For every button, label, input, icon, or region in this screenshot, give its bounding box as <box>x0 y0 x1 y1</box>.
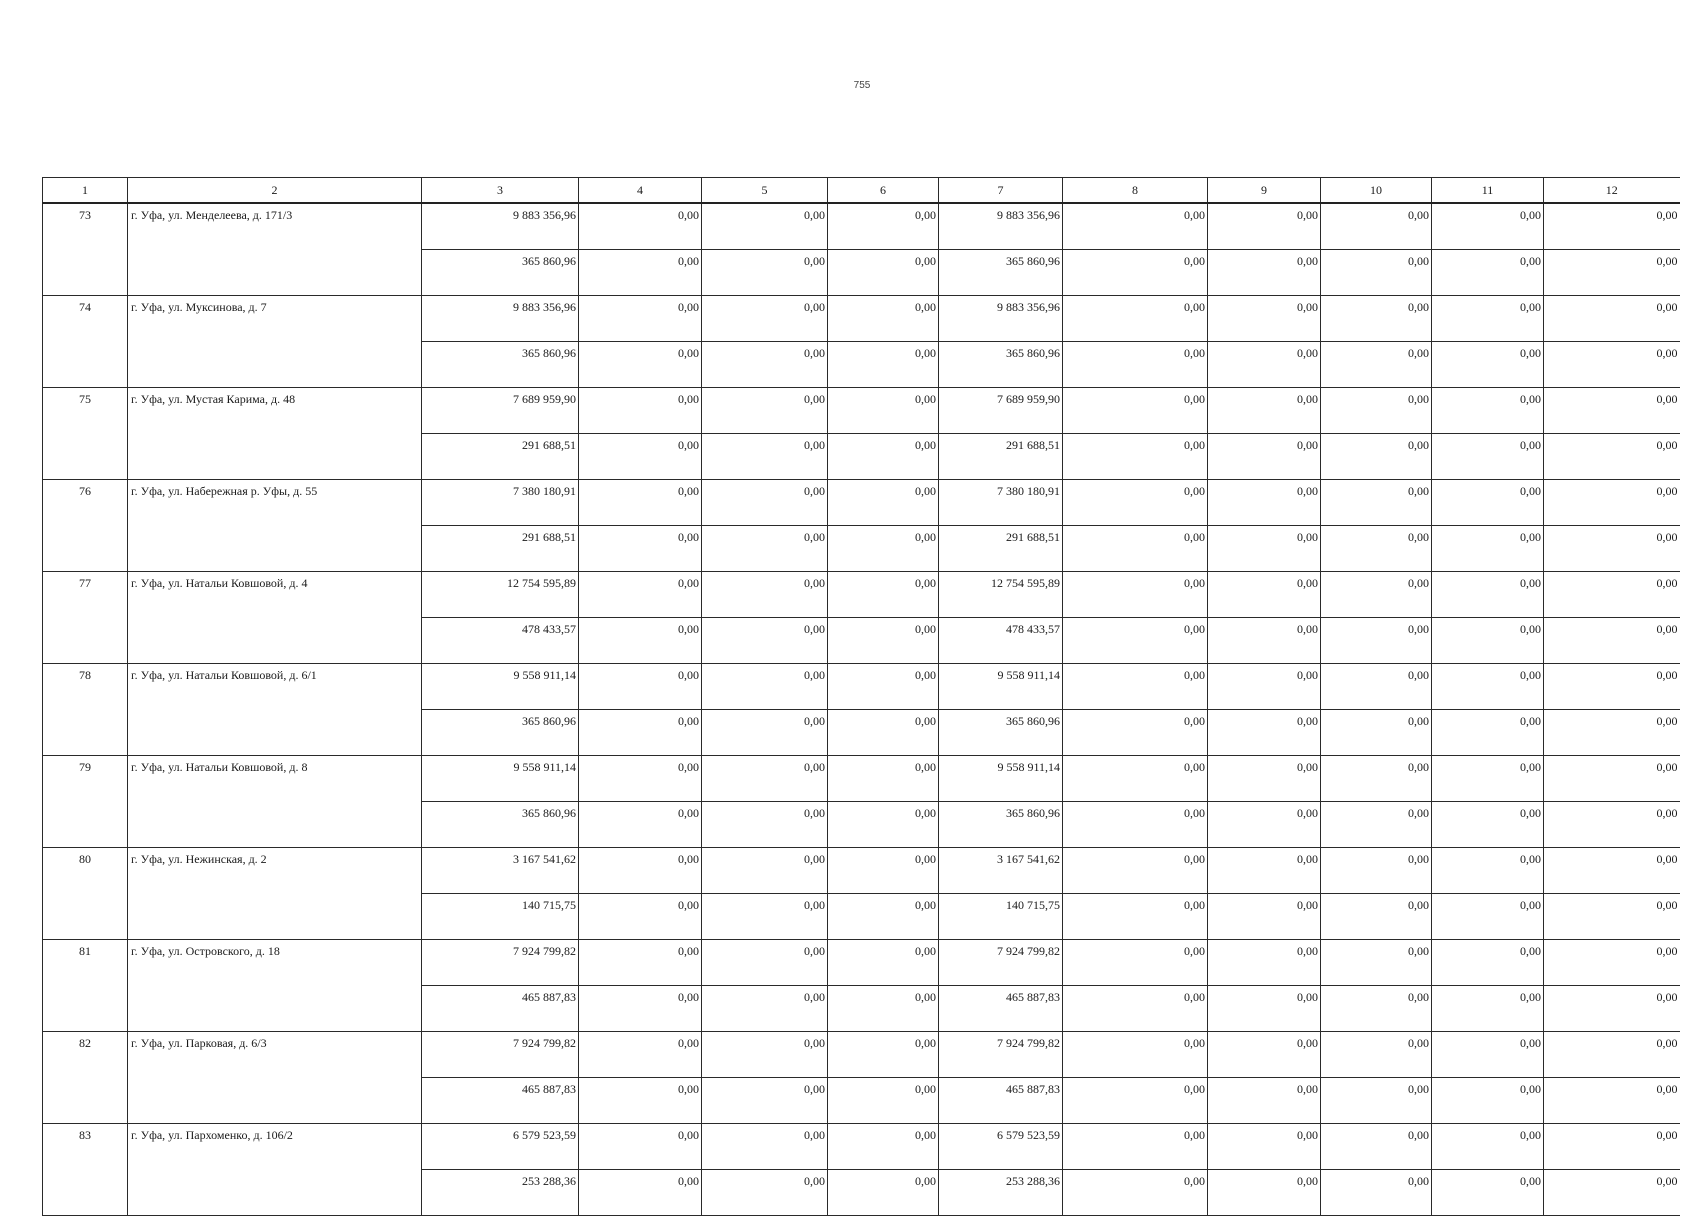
value-cell: 0,00 <box>1432 388 1544 434</box>
value-cell: 0,00 <box>1544 526 1680 572</box>
value-cell: 253 288,36 <box>422 1170 579 1216</box>
value-cell: 0,00 <box>1208 526 1321 572</box>
value-cell: 12 754 595,89 <box>422 572 579 618</box>
value-cell: 365 860,96 <box>422 710 579 756</box>
value-cell: 9 558 911,14 <box>422 756 579 802</box>
value-cell: 0,00 <box>1544 848 1680 894</box>
value-cell: 0,00 <box>579 1170 702 1216</box>
value-cell: 0,00 <box>1208 296 1321 342</box>
value-cell: 7 689 959,90 <box>939 388 1063 434</box>
value-cell: 0,00 <box>1063 756 1208 802</box>
value-cell: 0,00 <box>1544 940 1680 986</box>
value-cell: 0,00 <box>702 618 828 664</box>
value-cell: 0,00 <box>1544 664 1680 710</box>
value-cell: 0,00 <box>1432 203 1544 250</box>
value-cell: 0,00 <box>1432 710 1544 756</box>
value-cell: 465 887,83 <box>939 986 1063 1032</box>
value-cell: 0,00 <box>702 342 828 388</box>
value-cell: 0,00 <box>579 1032 702 1078</box>
value-cell: 0,00 <box>579 250 702 296</box>
value-cell: 0,00 <box>1063 894 1208 940</box>
row-number: 73 <box>43 203 128 296</box>
table-row <box>43 296 1680 342</box>
value-cell: 0,00 <box>1208 1170 1321 1216</box>
column-header: 12 <box>1544 178 1680 204</box>
value-cell: 0,00 <box>702 940 828 986</box>
value-cell: 291 688,51 <box>422 526 579 572</box>
value-cell: 0,00 <box>1432 848 1544 894</box>
address-cell: г. Уфа, ул. Натальи Ковшовой, д. 4 <box>128 572 422 664</box>
value-cell: 0,00 <box>828 1078 939 1124</box>
value-cell: 0,00 <box>1432 1032 1544 1078</box>
value-cell: 0,00 <box>702 1078 828 1124</box>
value-cell: 365 860,96 <box>939 342 1063 388</box>
value-cell: 0,00 <box>1321 848 1432 894</box>
value-cell: 0,00 <box>1321 342 1432 388</box>
value-cell: 0,00 <box>1208 388 1321 434</box>
value-cell: 0,00 <box>828 388 939 434</box>
value-cell: 0,00 <box>1432 986 1544 1032</box>
value-cell: 0,00 <box>1432 250 1544 296</box>
value-cell: 0,00 <box>1208 480 1321 526</box>
value-cell: 0,00 <box>702 710 828 756</box>
value-cell: 0,00 <box>1063 802 1208 848</box>
value-cell: 0,00 <box>702 388 828 434</box>
value-cell: 0,00 <box>1321 480 1432 526</box>
value-cell: 0,00 <box>579 894 702 940</box>
value-cell: 0,00 <box>1208 848 1321 894</box>
value-cell: 0,00 <box>828 434 939 480</box>
value-cell: 0,00 <box>702 848 828 894</box>
value-cell: 0,00 <box>579 848 702 894</box>
value-cell: 0,00 <box>1063 1078 1208 1124</box>
value-cell: 0,00 <box>579 986 702 1032</box>
value-cell: 0,00 <box>1432 664 1544 710</box>
value-cell: 0,00 <box>1321 1124 1432 1170</box>
value-cell: 0,00 <box>1208 434 1321 480</box>
value-cell: 0,00 <box>1544 250 1680 296</box>
value-cell: 0,00 <box>1063 203 1208 250</box>
value-cell: 0,00 <box>1432 756 1544 802</box>
column-header: 11 <box>1432 178 1544 204</box>
value-cell: 0,00 <box>1432 480 1544 526</box>
value-cell: 0,00 <box>1063 848 1208 894</box>
table-row <box>43 756 1680 802</box>
value-cell: 0,00 <box>1063 710 1208 756</box>
value-cell: 0,00 <box>828 572 939 618</box>
row-number: 82 <box>43 1032 128 1124</box>
value-cell: 0,00 <box>828 480 939 526</box>
value-cell: 0,00 <box>579 802 702 848</box>
value-cell: 9 883 356,96 <box>422 203 579 250</box>
value-cell: 0,00 <box>579 940 702 986</box>
value-cell: 7 924 799,82 <box>939 1032 1063 1078</box>
value-cell: 0,00 <box>1432 618 1544 664</box>
row-number: 76 <box>43 480 128 572</box>
value-cell: 0,00 <box>1544 710 1680 756</box>
column-header: 8 <box>1063 178 1208 204</box>
value-cell: 0,00 <box>1321 618 1432 664</box>
value-cell: 365 860,96 <box>422 802 579 848</box>
value-cell: 365 860,96 <box>422 250 579 296</box>
value-cell: 0,00 <box>1063 618 1208 664</box>
data-table <box>42 177 1680 1216</box>
value-cell: 6 579 523,59 <box>939 1124 1063 1170</box>
value-cell: 465 887,83 <box>939 1078 1063 1124</box>
value-cell: 0,00 <box>1544 756 1680 802</box>
value-cell: 0,00 <box>1208 756 1321 802</box>
value-cell: 140 715,75 <box>422 894 579 940</box>
row-number: 75 <box>43 388 128 480</box>
row-number: 83 <box>43 1124 128 1216</box>
table-row <box>43 664 1680 710</box>
value-cell: 0,00 <box>828 802 939 848</box>
value-cell: 0,00 <box>1544 480 1680 526</box>
value-cell: 0,00 <box>828 756 939 802</box>
row-number: 80 <box>43 848 128 940</box>
value-cell: 0,00 <box>1321 756 1432 802</box>
value-cell: 0,00 <box>1544 1078 1680 1124</box>
value-cell: 0,00 <box>1063 1124 1208 1170</box>
table-row <box>43 1032 1680 1078</box>
value-cell: 0,00 <box>1432 894 1544 940</box>
value-cell: 0,00 <box>1208 618 1321 664</box>
row-number: 78 <box>43 664 128 756</box>
table-row <box>43 940 1680 986</box>
column-header: 3 <box>422 178 579 204</box>
value-cell: 0,00 <box>1063 940 1208 986</box>
value-cell: 0,00 <box>1208 710 1321 756</box>
value-cell: 253 288,36 <box>939 1170 1063 1216</box>
value-cell: 0,00 <box>1321 1170 1432 1216</box>
value-cell: 0,00 <box>579 203 702 250</box>
value-cell: 0,00 <box>1208 1078 1321 1124</box>
value-cell: 465 887,83 <box>422 1078 579 1124</box>
value-cell: 0,00 <box>702 894 828 940</box>
value-cell: 0,00 <box>1208 203 1321 250</box>
value-cell: 9 558 911,14 <box>939 756 1063 802</box>
value-cell: 0,00 <box>1432 1124 1544 1170</box>
value-cell: 0,00 <box>1321 250 1432 296</box>
value-cell: 3 167 541,62 <box>939 848 1063 894</box>
value-cell: 3 167 541,62 <box>422 848 579 894</box>
column-header: 5 <box>702 178 828 204</box>
value-cell: 0,00 <box>579 388 702 434</box>
value-cell: 0,00 <box>1321 572 1432 618</box>
value-cell: 478 433,57 <box>939 618 1063 664</box>
value-cell: 0,00 <box>1544 434 1680 480</box>
value-cell: 0,00 <box>702 250 828 296</box>
value-cell: 0,00 <box>828 1124 939 1170</box>
value-cell: 9 558 911,14 <box>939 664 1063 710</box>
value-cell: 9 883 356,96 <box>939 203 1063 250</box>
value-cell: 0,00 <box>1063 250 1208 296</box>
value-cell: 0,00 <box>1208 664 1321 710</box>
value-cell: 0,00 <box>1063 986 1208 1032</box>
address-cell: г. Уфа, ул. Парковая, д. 6/3 <box>128 1032 422 1124</box>
value-cell: 0,00 <box>828 848 939 894</box>
value-cell: 0,00 <box>702 1124 828 1170</box>
value-cell: 0,00 <box>828 986 939 1032</box>
address-cell: г. Уфа, ул. Островского, д. 18 <box>128 940 422 1032</box>
value-cell: 0,00 <box>1544 1032 1680 1078</box>
value-cell: 0,00 <box>1321 526 1432 572</box>
value-cell: 0,00 <box>828 710 939 756</box>
value-cell: 0,00 <box>828 203 939 250</box>
column-header: 6 <box>828 178 939 204</box>
value-cell: 0,00 <box>1063 526 1208 572</box>
value-cell: 0,00 <box>702 1032 828 1078</box>
value-cell: 140 715,75 <box>939 894 1063 940</box>
value-cell: 0,00 <box>1208 940 1321 986</box>
value-cell: 0,00 <box>1432 1170 1544 1216</box>
column-header: 10 <box>1321 178 1432 204</box>
value-cell: 291 688,51 <box>422 434 579 480</box>
value-cell: 0,00 <box>1544 572 1680 618</box>
address-cell: г. Уфа, ул. Мустая Карима, д. 48 <box>128 388 422 480</box>
value-cell: 0,00 <box>1544 1170 1680 1216</box>
value-cell: 0,00 <box>1432 802 1544 848</box>
value-cell: 0,00 <box>702 203 828 250</box>
column-header: 4 <box>579 178 702 204</box>
value-cell: 0,00 <box>1544 802 1680 848</box>
address-cell: г. Уфа, ул. Пархоменко, д. 106/2 <box>128 1124 422 1216</box>
value-cell: 365 860,96 <box>939 710 1063 756</box>
value-cell: 0,00 <box>1544 618 1680 664</box>
value-cell: 0,00 <box>1432 434 1544 480</box>
value-cell: 0,00 <box>828 526 939 572</box>
value-cell: 9 883 356,96 <box>939 296 1063 342</box>
value-cell: 0,00 <box>702 756 828 802</box>
column-header: 9 <box>1208 178 1321 204</box>
value-cell: 0,00 <box>1544 1124 1680 1170</box>
value-cell: 0,00 <box>1321 1032 1432 1078</box>
row-number: 74 <box>43 296 128 388</box>
column-header: 2 <box>128 178 422 204</box>
address-cell: г. Уфа, ул. Муксинова, д. 7 <box>128 296 422 388</box>
value-cell: 0,00 <box>1432 572 1544 618</box>
table-header-row <box>43 178 1680 204</box>
address-cell: г. Уфа, ул. Набережная р. Уфы, д. 55 <box>128 480 422 572</box>
value-cell: 0,00 <box>1063 434 1208 480</box>
address-cell: г. Уфа, ул. Натальи Ковшовой, д. 6/1 <box>128 664 422 756</box>
value-cell: 0,00 <box>579 618 702 664</box>
value-cell: 0,00 <box>828 940 939 986</box>
value-cell: 0,00 <box>1208 1032 1321 1078</box>
value-cell: 0,00 <box>579 480 702 526</box>
value-cell: 0,00 <box>1321 388 1432 434</box>
value-cell: 9 558 911,14 <box>422 664 579 710</box>
value-cell: 0,00 <box>1063 572 1208 618</box>
value-cell: 7 924 799,82 <box>422 1032 579 1078</box>
value-cell: 0,00 <box>1321 986 1432 1032</box>
value-cell: 0,00 <box>1063 296 1208 342</box>
value-cell: 7 380 180,91 <box>939 480 1063 526</box>
value-cell: 0,00 <box>579 1078 702 1124</box>
value-cell: 0,00 <box>1208 986 1321 1032</box>
value-cell: 0,00 <box>1208 1124 1321 1170</box>
value-cell: 0,00 <box>1544 986 1680 1032</box>
value-cell: 0,00 <box>1321 664 1432 710</box>
value-cell: 7 924 799,82 <box>939 940 1063 986</box>
value-cell: 0,00 <box>1321 802 1432 848</box>
table-row <box>43 848 1680 894</box>
value-cell: 0,00 <box>579 1124 702 1170</box>
value-cell: 0,00 <box>828 894 939 940</box>
value-cell: 291 688,51 <box>939 526 1063 572</box>
value-cell: 0,00 <box>1544 296 1680 342</box>
value-cell: 0,00 <box>1321 1078 1432 1124</box>
table-row <box>43 388 1680 434</box>
value-cell: 7 380 180,91 <box>422 480 579 526</box>
value-cell: 0,00 <box>1544 894 1680 940</box>
value-cell: 0,00 <box>702 986 828 1032</box>
value-cell: 7 689 959,90 <box>422 388 579 434</box>
value-cell: 0,00 <box>1432 1078 1544 1124</box>
value-cell: 0,00 <box>1063 342 1208 388</box>
value-cell: 0,00 <box>828 250 939 296</box>
value-cell: 0,00 <box>579 710 702 756</box>
value-cell: 0,00 <box>702 664 828 710</box>
value-cell: 0,00 <box>579 434 702 480</box>
table-row <box>43 1124 1680 1170</box>
value-cell: 0,00 <box>1432 342 1544 388</box>
value-cell: 0,00 <box>1432 296 1544 342</box>
table-row <box>43 203 1680 250</box>
value-cell: 0,00 <box>1432 940 1544 986</box>
row-number: 77 <box>43 572 128 664</box>
column-header: 1 <box>43 178 128 204</box>
value-cell: 0,00 <box>1321 296 1432 342</box>
value-cell: 365 860,96 <box>939 802 1063 848</box>
value-cell: 465 887,83 <box>422 986 579 1032</box>
value-cell: 365 860,96 <box>939 250 1063 296</box>
value-cell: 478 433,57 <box>422 618 579 664</box>
value-cell: 0,00 <box>1321 434 1432 480</box>
value-cell: 0,00 <box>579 756 702 802</box>
value-cell: 0,00 <box>1063 664 1208 710</box>
value-cell: 0,00 <box>1544 203 1680 250</box>
value-cell: 0,00 <box>702 480 828 526</box>
value-cell: 365 860,96 <box>422 342 579 388</box>
value-cell: 0,00 <box>1063 1032 1208 1078</box>
value-cell: 0,00 <box>1063 1170 1208 1216</box>
value-cell: 291 688,51 <box>939 434 1063 480</box>
value-cell: 0,00 <box>579 296 702 342</box>
row-number: 81 <box>43 940 128 1032</box>
value-cell: 0,00 <box>1063 388 1208 434</box>
value-cell: 6 579 523,59 <box>422 1124 579 1170</box>
value-cell: 0,00 <box>1208 250 1321 296</box>
value-cell: 0,00 <box>702 802 828 848</box>
table-body <box>43 178 1680 1216</box>
value-cell: 0,00 <box>1321 710 1432 756</box>
page-number: 755 <box>853 80 871 91</box>
value-cell: 0,00 <box>579 526 702 572</box>
value-cell: 0,00 <box>702 572 828 618</box>
column-header: 7 <box>939 178 1063 204</box>
value-cell: 12 754 595,89 <box>939 572 1063 618</box>
value-cell: 0,00 <box>1208 802 1321 848</box>
value-cell: 0,00 <box>1208 894 1321 940</box>
address-cell: г. Уфа, ул. Нежинская, д. 2 <box>128 848 422 940</box>
value-cell: 0,00 <box>1544 342 1680 388</box>
table-row <box>43 572 1680 618</box>
value-cell: 0,00 <box>1321 940 1432 986</box>
value-cell: 0,00 <box>828 664 939 710</box>
value-cell: 0,00 <box>702 526 828 572</box>
value-cell: 0,00 <box>1208 572 1321 618</box>
value-cell: 0,00 <box>828 296 939 342</box>
value-cell: 0,00 <box>828 342 939 388</box>
value-cell: 0,00 <box>579 572 702 618</box>
value-cell: 0,00 <box>579 342 702 388</box>
value-cell: 0,00 <box>702 434 828 480</box>
value-cell: 0,00 <box>1544 388 1680 434</box>
address-cell: г. Уфа, ул. Натальи Ковшовой, д. 8 <box>128 756 422 848</box>
value-cell: 0,00 <box>702 296 828 342</box>
value-cell: 0,00 <box>1321 894 1432 940</box>
address-cell: г. Уфа, ул. Менделеева, д. 171/3 <box>128 203 422 296</box>
value-cell: 0,00 <box>1321 203 1432 250</box>
value-cell: 9 883 356,96 <box>422 296 579 342</box>
value-cell: 0,00 <box>1063 480 1208 526</box>
value-cell: 0,00 <box>1208 342 1321 388</box>
value-cell: 0,00 <box>828 1032 939 1078</box>
row-number: 79 <box>43 756 128 848</box>
value-cell: 0,00 <box>579 664 702 710</box>
value-cell: 0,00 <box>702 1170 828 1216</box>
value-cell: 0,00 <box>828 618 939 664</box>
value-cell: 7 924 799,82 <box>422 940 579 986</box>
value-cell: 0,00 <box>1432 526 1544 572</box>
table-row <box>43 480 1680 526</box>
value-cell: 0,00 <box>828 1170 939 1216</box>
